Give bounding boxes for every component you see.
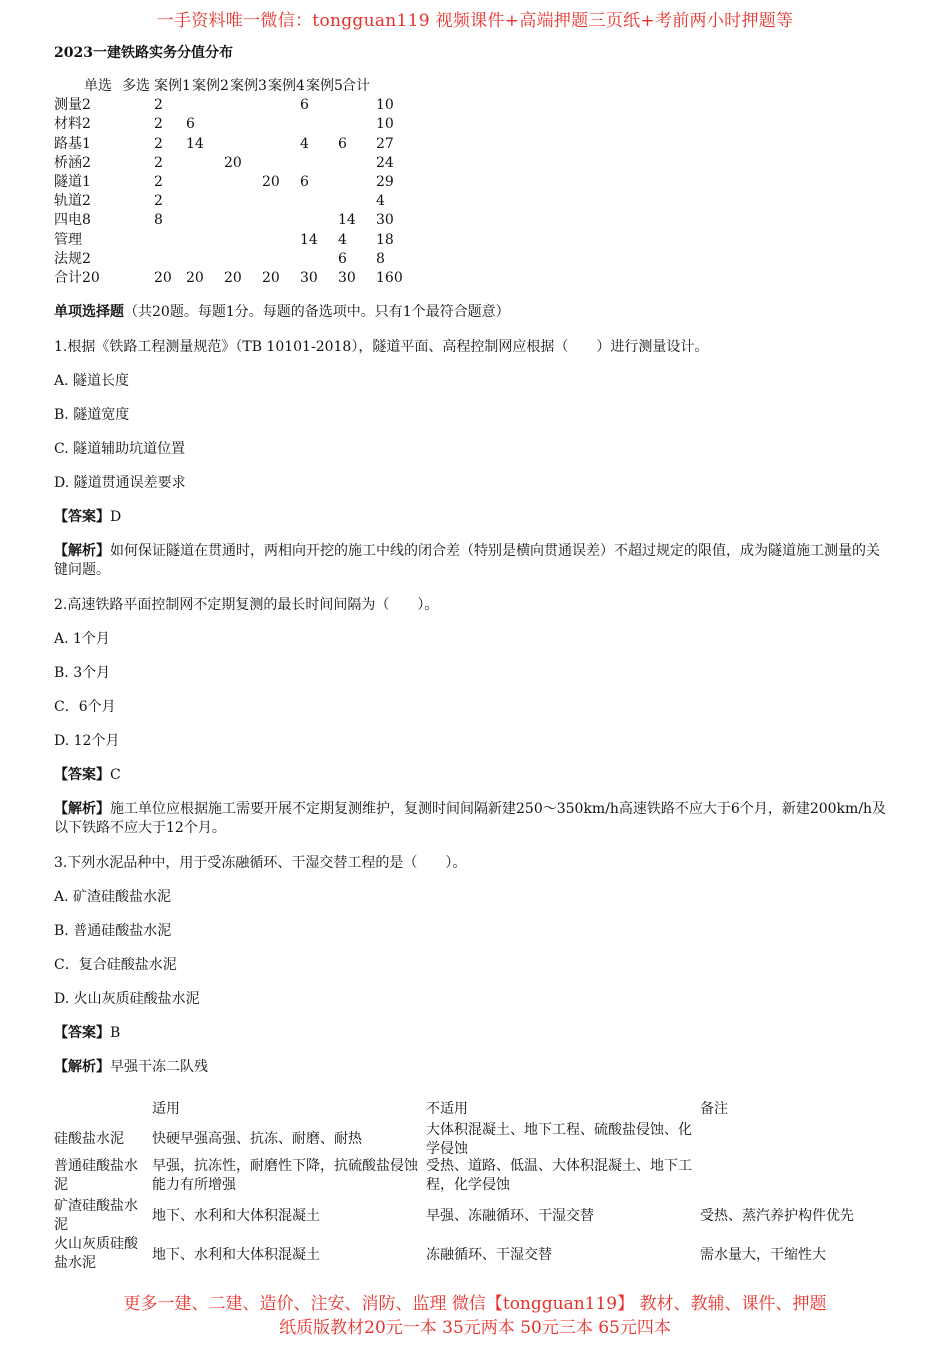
dist-cell: 20 bbox=[224, 154, 242, 171]
cement-cell-name: 矿渣硅酸盐水泥 bbox=[54, 1198, 138, 1233]
question-block bbox=[54, 854, 890, 1077]
dist-cell: 4 bbox=[300, 135, 309, 152]
dist-cell: 27 bbox=[376, 135, 394, 152]
question-option: C．6个月 bbox=[54, 699, 116, 716]
dist-header-cell: 案例4 bbox=[268, 78, 305, 94]
score-distribution-table bbox=[54, 77, 890, 288]
dist-header-cell: 多选 bbox=[122, 78, 150, 94]
explanation-text: 如何保证隧道在贯通时，两相向开挖的施工中线的闭合差（特别是横向贯通误差）不超过规定的限值，成为隧道施工测量的关键问题。 bbox=[54, 543, 880, 579]
dist-cell: 8 bbox=[154, 212, 163, 229]
dist-cell: 30 bbox=[300, 269, 318, 286]
dist-header-cell: 案例1 bbox=[154, 78, 191, 94]
dist-header-cell: 案例3 bbox=[230, 78, 267, 94]
explanation-label: 【解析】 bbox=[54, 801, 110, 818]
dist-cell: 20 bbox=[224, 269, 242, 286]
dist-cell: 2 bbox=[154, 97, 163, 114]
explanation-text: 施工单位应根据施工需要开展不定期复测维护，复测时间间隔新建250～350km/h高速铁路不应大于6个月，新建200km/h及以下铁路不应大于12个月。 bbox=[54, 801, 887, 837]
dist-cell: 30 bbox=[338, 269, 356, 286]
dist-cell: 14 bbox=[186, 135, 204, 152]
dist-cell: 6 bbox=[300, 173, 309, 190]
dist-header-cell: 合计 bbox=[342, 78, 370, 94]
dist-cell: 2 bbox=[82, 193, 91, 210]
question-stem: 1.根据《铁路工程测量规范》（TB 10101-2018），隧道平面、高程控制网应根据（ ）进行测量设计。 bbox=[54, 339, 709, 356]
dist-cell: 20 bbox=[154, 269, 172, 286]
dist-row bbox=[54, 96, 890, 115]
dist-cell: 14 bbox=[338, 212, 356, 229]
dist-cell: 6 bbox=[186, 116, 195, 133]
cement-cell-suit: 早强，抗冻性，耐磨性下降，抗硫酸盐侵蚀能力有所增强 bbox=[152, 1158, 418, 1193]
dist-cell: 4 bbox=[376, 193, 385, 210]
document-body bbox=[54, 44, 890, 1077]
section-heading bbox=[54, 303, 890, 322]
dist-cell: 8 bbox=[82, 212, 91, 229]
footer-line-2: 纸质版教材20元一本 35元两本 50元三本 65元四本 bbox=[279, 1318, 671, 1338]
dist-cell: 8 bbox=[376, 250, 385, 267]
dist-cell: 1 bbox=[82, 173, 91, 190]
explanation-text: 早强干冻二队残 bbox=[110, 1059, 208, 1076]
dist-subject: 桥涵 bbox=[54, 154, 82, 171]
dist-row bbox=[54, 211, 890, 230]
header-banner: 一手资料唯一微信：tongguan119 视频课件+高端押题三页纸+考前两小时押题等 bbox=[156, 11, 794, 31]
answer-line bbox=[54, 1024, 890, 1043]
dist-cell: 6 bbox=[338, 250, 347, 267]
question-option: A. 1个月 bbox=[54, 631, 110, 648]
dist-row bbox=[54, 269, 890, 288]
dist-subject: 测量 bbox=[54, 97, 82, 114]
question-stem: 3.下列水泥品种中，用于受冻融循环、干湿交替工程的是（ ）。 bbox=[54, 855, 467, 872]
cement-cell-unsuit: 受热、道路、低温、大体积混凝土、地下工程，化学侵蚀 bbox=[426, 1158, 692, 1193]
explanation bbox=[54, 800, 890, 838]
cement-cell-name: 普通硅酸盐水泥 bbox=[54, 1158, 138, 1193]
dist-cell: 2 bbox=[154, 173, 163, 190]
dist-cell: 20 bbox=[262, 173, 280, 190]
dist-cell: 29 bbox=[376, 173, 394, 190]
dist-cell: 6 bbox=[300, 97, 309, 114]
answer-value: C bbox=[110, 767, 121, 784]
cement-cell-note: 受热、蒸汽养护构件优先 bbox=[700, 1207, 854, 1224]
answer-label: 【答案】 bbox=[54, 509, 110, 526]
dist-cell: 20 bbox=[262, 269, 280, 286]
question-option: A. 矿渣硅酸盐水泥 bbox=[54, 889, 172, 906]
question-stem: 2.高速铁路平面控制网不定期复测的最长时间间隔为（ ）。 bbox=[54, 597, 439, 614]
footer-line-1: 更多一建、二建、造价、注安、消防、监理 微信【tongguan119】 教材、教辅、课件、押题 bbox=[123, 1294, 827, 1314]
section-desc: （共20题。每题1分。每题的备选项中。只有1个最符合题意） bbox=[124, 304, 510, 321]
dist-row bbox=[54, 192, 890, 211]
answer-value: D bbox=[110, 509, 122, 526]
cement-cell-unsuit: 大体积混凝土、地下工程、硫酸盐侵蚀、化学侵蚀 bbox=[426, 1122, 692, 1157]
question-option: C．复合硅酸盐水泥 bbox=[54, 957, 177, 974]
dist-header-cell: 案例2 bbox=[192, 78, 229, 94]
cement-cell-suit: 地下、水利和大体积混凝土 bbox=[152, 1246, 320, 1263]
dist-cell: 2 bbox=[82, 97, 91, 114]
question-option: B. 普通硅酸盐水泥 bbox=[54, 923, 172, 940]
answer-value: B bbox=[110, 1025, 121, 1042]
dist-subject: 管理 bbox=[54, 231, 82, 248]
dist-cell: 2 bbox=[154, 193, 163, 210]
dist-row bbox=[54, 115, 890, 134]
answer-label: 【答案】 bbox=[54, 1025, 110, 1042]
cement-cell-suit: 快硬早强高强、抗冻、耐磨、耐热 bbox=[152, 1130, 362, 1147]
dist-cell: 2 bbox=[82, 250, 91, 267]
dist-subject: 材料 bbox=[54, 116, 82, 133]
cement-header-cell: 适用 bbox=[152, 1101, 180, 1117]
cement-header-cell: 不适用 bbox=[426, 1101, 468, 1117]
dist-cell: 2 bbox=[154, 154, 163, 171]
cement-header-cell: 备注 bbox=[700, 1101, 728, 1117]
explanation bbox=[54, 542, 890, 580]
question-option: D. 火山灰质硅酸盐水泥 bbox=[54, 991, 200, 1008]
cement-cell-unsuit: 冻融循环、干湿交替 bbox=[426, 1246, 552, 1263]
dist-subject: 四电 bbox=[54, 212, 82, 229]
dist-subject: 合计 bbox=[54, 269, 82, 286]
dist-cell: 20 bbox=[186, 269, 204, 286]
question-option: A. 隧道长度 bbox=[54, 373, 130, 390]
dist-subject: 轨道 bbox=[54, 193, 82, 210]
answer-line bbox=[54, 508, 890, 527]
question-option: B. 3个月 bbox=[54, 665, 111, 682]
dist-header-cell: 单选 bbox=[84, 78, 112, 94]
dist-cell: 2 bbox=[154, 135, 163, 152]
dist-cell: 2 bbox=[82, 154, 91, 171]
question-list bbox=[54, 338, 890, 1077]
dist-row bbox=[54, 231, 890, 250]
dist-cell: 30 bbox=[376, 212, 394, 229]
doc-title: 2023一建铁路实务分值分布 bbox=[54, 45, 233, 61]
question-option: D. 12个月 bbox=[54, 733, 120, 750]
question-block bbox=[54, 596, 890, 838]
dist-cell: 10 bbox=[376, 97, 394, 114]
dist-row bbox=[54, 250, 890, 269]
question-option: B. 隧道宽度 bbox=[54, 407, 130, 424]
answer-line bbox=[54, 766, 890, 785]
cement-cell-note: 需水量大，干缩性大 bbox=[700, 1246, 826, 1263]
explanation bbox=[54, 1058, 890, 1077]
footer-ad bbox=[0, 1292, 950, 1340]
question-option: D. 隧道贯通误差要求 bbox=[54, 475, 186, 492]
dist-cell: 14 bbox=[300, 231, 318, 248]
dist-cell: 4 bbox=[338, 231, 347, 248]
cement-cell-suit: 地下、水利和大体积混凝土 bbox=[152, 1207, 320, 1224]
cement-cell-name: 火山灰质硅酸盐水泥 bbox=[54, 1236, 138, 1271]
dist-cell: 1 bbox=[82, 135, 91, 152]
dist-subject: 隧道 bbox=[54, 173, 82, 190]
dist-cell: 20 bbox=[82, 269, 100, 286]
explanation-label: 【解析】 bbox=[54, 1059, 110, 1076]
dist-cell: 10 bbox=[376, 116, 394, 133]
dist-row bbox=[54, 173, 890, 192]
cement-cell-unsuit: 早强、冻融循环、干湿交替 bbox=[426, 1207, 594, 1224]
question-option: C. 隧道辅助坑道位置 bbox=[54, 441, 186, 458]
question-block bbox=[54, 338, 890, 580]
dist-cell: 2 bbox=[82, 116, 91, 133]
explanation-label: 【解析】 bbox=[54, 543, 110, 560]
dist-cell: 24 bbox=[376, 154, 394, 171]
dist-row bbox=[54, 135, 890, 154]
dist-header-row bbox=[54, 77, 890, 96]
dist-subject: 法规 bbox=[54, 250, 82, 267]
section-title: 单项选择题 bbox=[54, 304, 124, 321]
dist-row bbox=[54, 154, 890, 173]
answer-label: 【答案】 bbox=[54, 767, 110, 784]
dist-cell: 18 bbox=[376, 231, 394, 248]
dist-header-cell: 案例5 bbox=[306, 78, 343, 94]
dist-cell: 6 bbox=[338, 135, 347, 152]
cement-cell-name: 硅酸盐水泥 bbox=[54, 1130, 124, 1147]
dist-subject: 路基 bbox=[54, 135, 82, 152]
dist-cell: 2 bbox=[154, 116, 163, 133]
dist-cell: 160 bbox=[376, 269, 403, 286]
